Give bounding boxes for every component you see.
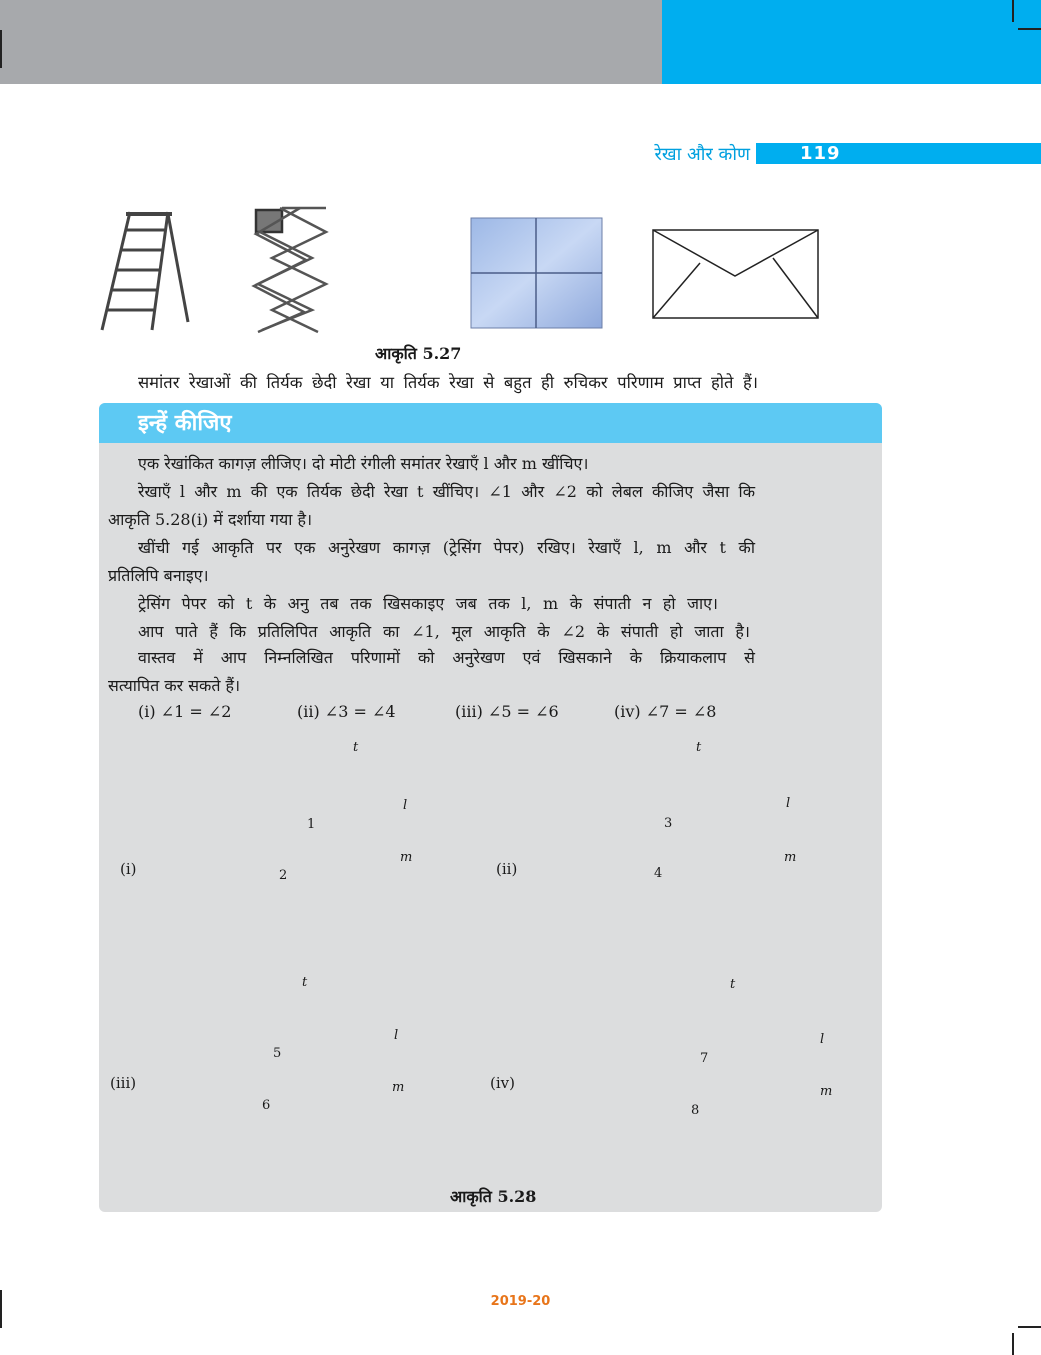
line-label-t: t [353,740,359,755]
angle-label-5: 5 [273,1046,282,1061]
ladder-icon [102,212,188,330]
envelope-icon [653,230,818,318]
panel-label-i: (i) [120,860,137,878]
result-item-1: (i) ∠1 = ∠2 [138,702,232,721]
result-item-3: (iii) ∠5 = ∠6 [455,702,559,721]
result-item-2: (ii) ∠3 = ∠4 [297,702,396,721]
line-label-t: t [730,977,736,992]
line-label-m: m [820,1084,833,1099]
angle-label-2: 2 [279,868,288,883]
angle-label-3: 3 [664,816,673,831]
running-title: रेखा और कोण [654,144,750,165]
line-label-m: m [400,850,413,865]
activity-title: इन्हें कीजिए [138,411,232,436]
panel-label-ii: (ii) [496,860,518,878]
panel-label-iv: (iv) [490,1074,515,1092]
activity-paragraph-6-line-1: वास्तव में आप निम्नलिखित परिणामों को अनुरेखण एवं खिसकाने के क्रियाकलाप से [138,648,755,667]
line-label-l: l [394,1028,399,1043]
footer-year: 2019-20 [490,1294,551,1309]
activity-paragraph-2-line-2: आकृति 5.28(i) में दर्शाया गया है। [108,510,313,529]
line-label-m: m [392,1080,405,1095]
result-item-4: (iv) ∠7 = ∠8 [614,702,717,721]
activity-paragraph-3-line-2: प्रतिलिपि बनाइए। [108,566,209,585]
line-label-t: t [302,975,308,990]
angle-label-6: 6 [262,1098,271,1113]
angle-label-1: 1 [307,817,316,832]
tiled-sky-panel-icon [471,218,602,328]
activity-paragraph-2-line-1: रेखाएँ l और m की एक तिर्यक छेदी रेखा t खींचिए। ∠1 और ∠2 को लेबल कीजिए जैसा कि [138,482,755,501]
angle-label-8: 8 [691,1103,700,1118]
activity-paragraph-1: एक रेखांकित कागज़ लीजिए। दो मोटी रंगीली समांतर रेखाएँ l और m खींचिए। [138,454,589,473]
activity-paragraph-5: आप पाते हैं कि प्रतिलिपित आकृति का ∠1, मूल आकृति के ∠2 के संपाती हो जाता है। [138,622,750,641]
folding-rack-icon [254,208,326,332]
figure-527-caption: आकृति 5.27 [375,344,462,363]
panel-label-iii: (iii) [110,1074,137,1092]
angle-label-7: 7 [700,1051,709,1066]
figure-528-caption: आकृति 5.28 [450,1187,537,1206]
line-label-l: l [820,1032,825,1047]
page-number: 119 [800,143,841,164]
activity-paragraph-3-line-1: खींची गई आकृति पर एक अनुरेखण कागज़ (ट्रेसिंग पेपर) रखिए। रेखाएँ l, m और t की [138,538,755,557]
line-label-l: l [403,798,408,813]
intro-paragraph: समांतर रेखाओं की तिर्यक छेदी रेखा या तिर्यक रेखा से बहुत ही रुचिकर परिणाम प्राप्त होते हैं। [138,373,758,392]
line-label-t: t [696,740,702,755]
activity-paragraph-4: ट्रेसिंग पेपर को t के अनु तब तक खिसकाइए जब तक l, m के संपाती न हो जाए। [138,594,718,613]
line-label-m: m [784,850,797,865]
angle-label-4: 4 [654,866,663,881]
activity-paragraph-6-line-2: सत्यापित कर सकते हैं। [108,676,241,695]
line-label-l: l [786,796,791,811]
